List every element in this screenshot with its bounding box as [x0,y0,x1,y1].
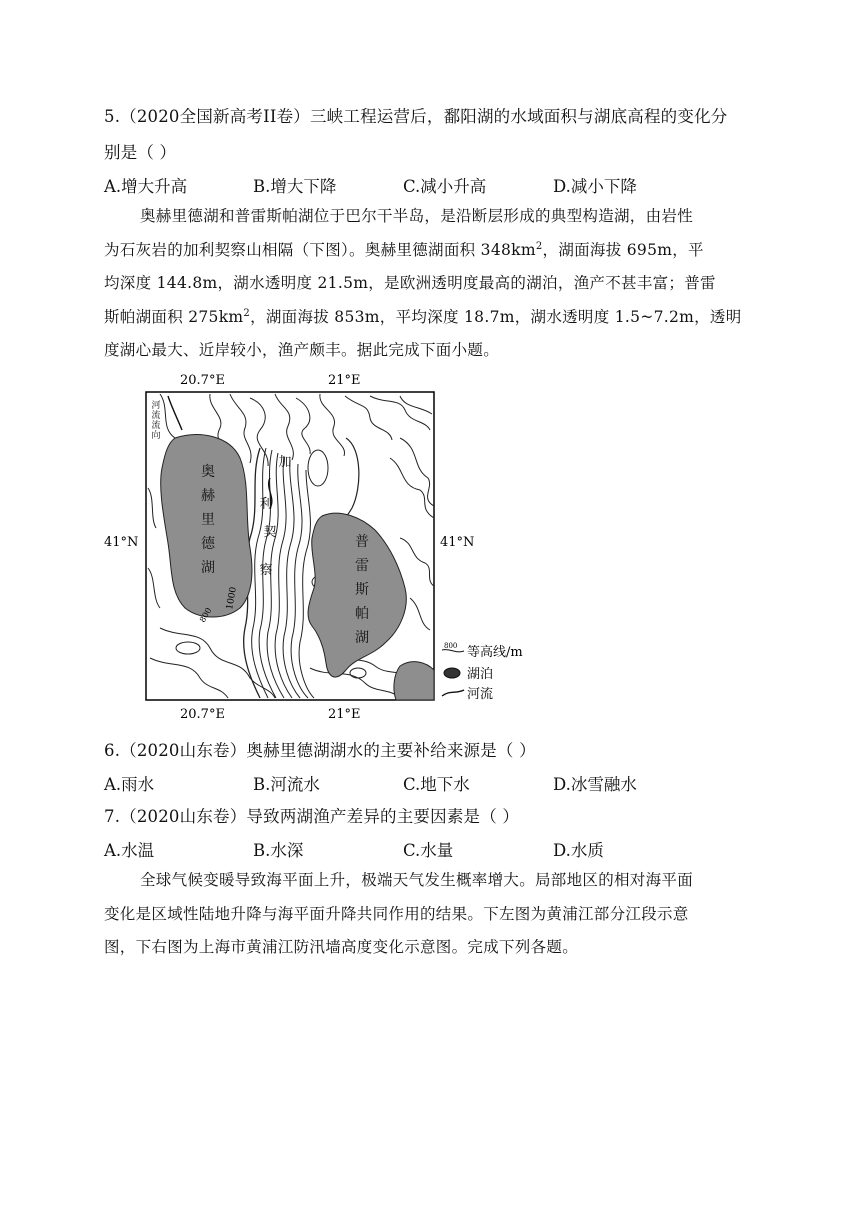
lon-label-top-right: 21°E [328,373,361,388]
q6-option-d[interactable]: D.冰雪融水 [553,775,637,794]
passage2-line1: 全球气候变暖导致海平面上升，极端天气发生概率增大。局部地区的相对海平面 [140,871,694,889]
map-legend [442,642,523,702]
q5-option-d[interactable]: D.减小下降 [553,177,637,196]
legend-contour: 等高线/m [467,645,523,660]
passage2-line2: 变化是区域性陆地升降与海平面升降共同作用的结果。下左图为黄浦江部分江段示意 [104,904,689,923]
svg-text:帕: 帕 [355,606,369,622]
contour-label-1000: 1000 [225,586,239,611]
q5-option-c[interactable]: C.减小升高 [403,177,487,196]
q7-option-d[interactable]: D.水质 [553,841,604,860]
passage2-line3: 图，下右图为上海市黄浦江防汛墙高度变化示意图。完成下列各题。 [104,938,579,956]
lon-label-bottom-left: 20.7°E [180,707,225,722]
small-lake [394,662,434,700]
q6-option-c[interactable]: C.地下水 [403,775,470,794]
q7-option-a[interactable]: A.水温 [104,841,155,860]
svg-text:湖: 湖 [355,630,369,646]
svg-text:向: 向 [151,431,161,441]
legend-lake-symbol [444,668,460,678]
passage1-line3: 均深度 144.8m，湖水透明度 21.5m，是欧洲透明度最高的湖泊，渔产不甚丰富；普雷 [104,274,716,292]
superscript: 2 [243,307,251,319]
svg-text:利: 利 [259,497,273,512]
q6-option-b[interactable]: B.河流水 [253,775,320,794]
svg-text:契: 契 [263,525,277,540]
q7-option-b[interactable]: B.水深 [253,841,304,860]
contour-label-800: 800 [197,606,214,624]
legend-contour-value: 800 [444,642,458,650]
svg-text:德: 德 [201,536,215,552]
passage1-line5: 度湖心最大、近岸较小，渔产颇丰。据此完成下面小题。 [104,341,500,359]
passage-sea-level [104,864,754,965]
lake-map-figure [100,368,560,723]
passage1-line2-tail: ，湖面海拔 695m，平 [542,240,704,259]
svg-text:里: 里 [201,512,215,528]
svg-text:赫: 赫 [201,488,215,504]
legend-river-symbol [442,690,464,696]
passage1-line4: 斯帕湖面积 275km [104,307,244,326]
svg-text:察: 察 [259,563,273,578]
q7-option-c[interactable]: C.水量 [403,841,454,860]
lon-label-top-left: 20.7°E [180,373,225,388]
passage-lakes [104,200,754,368]
superscript: 2 [535,240,543,252]
lat-label-left: 41°N [104,535,139,550]
flow-direction-label [151,400,160,441]
passage1-line1: 奥赫里德湖和普雷斯帕湖位于巴尔干半岛，是沿断层形成的典型构造湖，由岩性 [140,207,694,225]
legend-lake: 湖泊 [467,667,494,682]
q5-option-b[interactable]: B.增大下降 [253,177,337,196]
q6-stem: 6.（2020山东卷）奥赫里德湖湖水的主要补给来源是（ ） [104,741,536,760]
svg-text:雷: 雷 [355,558,369,574]
passage1-line4-tail: ，湖面海拔 853m，平均深度 18.7m，湖水透明度 1.5~7.2m，透明 [250,307,742,326]
svg-text:河: 河 [151,401,161,411]
svg-text:加: 加 [278,455,292,470]
q6-option-a[interactable]: A.雨水 [104,775,155,794]
legend-river: 河流 [467,687,494,702]
svg-text:普: 普 [355,534,369,550]
svg-text:奥: 奥 [201,464,215,480]
passage1-line2: 为石灰岩的加利契察山相隔（下图）。奥赫里德湖面积 348km [104,240,536,259]
svg-text:湖: 湖 [201,560,215,576]
svg-text:流: 流 [151,411,161,421]
svg-text:斯: 斯 [355,582,369,598]
lon-label-bottom-right: 21°E [328,707,361,722]
svg-text:流: 流 [151,421,161,431]
ohrid-label [201,463,216,576]
q5-stem-line1: 5.（2020全国新高考II卷）三峡工程运营后，鄱阳湖的水域面积与湖底高程的变化分 [104,107,728,126]
q5-stem-line2: 别是（ ） [104,143,177,162]
q5-option-a[interactable]: A.增大升高 [104,177,188,196]
q7-stem: 7.（2020山东卷）导致两湖渔产差异的主要因素是（ ） [104,807,520,826]
lat-label-right: 41°N [440,535,475,550]
